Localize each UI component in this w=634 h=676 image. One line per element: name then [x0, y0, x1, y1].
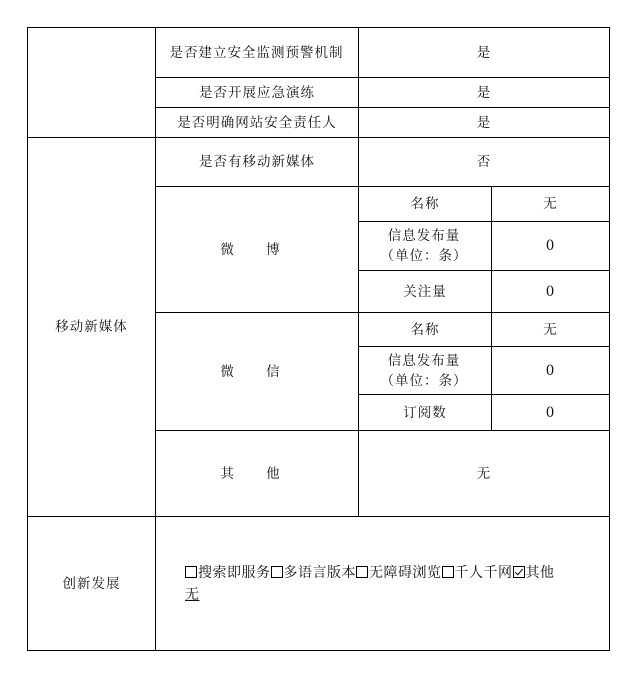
other-media-value: 无 [476, 465, 492, 482]
responsible-value: 是 [476, 114, 492, 131]
weibo-label: 微 博 [220, 241, 294, 258]
weixin-posts-value: 0 [545, 362, 556, 379]
mobile-section-label: 移动新媒体 [55, 319, 128, 335]
monitoring-label: 是否建立安全监测预警机制 [169, 44, 344, 61]
weixin-name-label: 名称 [410, 321, 440, 338]
weixin-name-value: 无 [543, 321, 558, 338]
innovation-other-text: 无 [185, 587, 200, 603]
monitoring-value: 是 [476, 44, 492, 61]
checkbox-icon[interactable] [356, 566, 368, 578]
other-media-label: 其 他 [220, 465, 294, 482]
has-media-value: 否 [476, 154, 492, 170]
innovation-section-label: 创新发展 [62, 575, 121, 592]
drill-value: 是 [476, 84, 492, 101]
weixin-subscribers-value: 0 [545, 404, 556, 421]
responsible-label: 是否明确网站安全责任人 [177, 114, 337, 131]
innovation-options [185, 562, 605, 606]
drill-label: 是否开展应急演练 [199, 84, 315, 101]
option-personalized[interactable]: 千人千网 [442, 565, 513, 581]
weibo-name-label: 名称 [410, 196, 440, 212]
weibo-posts-value: 0 [545, 238, 556, 254]
checked-checkbox-icon[interactable] [513, 566, 525, 578]
weibo-followers-label: 关注量 [403, 283, 447, 300]
checkbox-icon[interactable] [185, 566, 197, 578]
checkbox-icon[interactable] [271, 566, 283, 578]
option-multilingual[interactable]: 多语言版本 [271, 565, 357, 581]
weixin-subscribers-label: 订阅数 [403, 404, 447, 421]
option-accessibility[interactable]: 无障碍浏览 [356, 565, 442, 581]
weibo-followers-value: 0 [545, 283, 556, 300]
checkbox-icon[interactable] [442, 566, 454, 578]
weibo-posts-label: 信息发布量（单位：条） [380, 228, 468, 264]
option-search-as-service[interactable]: 搜索即服务 [185, 565, 271, 581]
has-media-label: 是否有移动新媒体 [199, 154, 315, 170]
weixin-label: 微 信 [220, 363, 294, 380]
weixin-posts-label: 信息发布量（单位：条） [380, 352, 468, 389]
weibo-name-value: 无 [543, 196, 558, 212]
option-other[interactable]: 其他 [513, 565, 555, 581]
